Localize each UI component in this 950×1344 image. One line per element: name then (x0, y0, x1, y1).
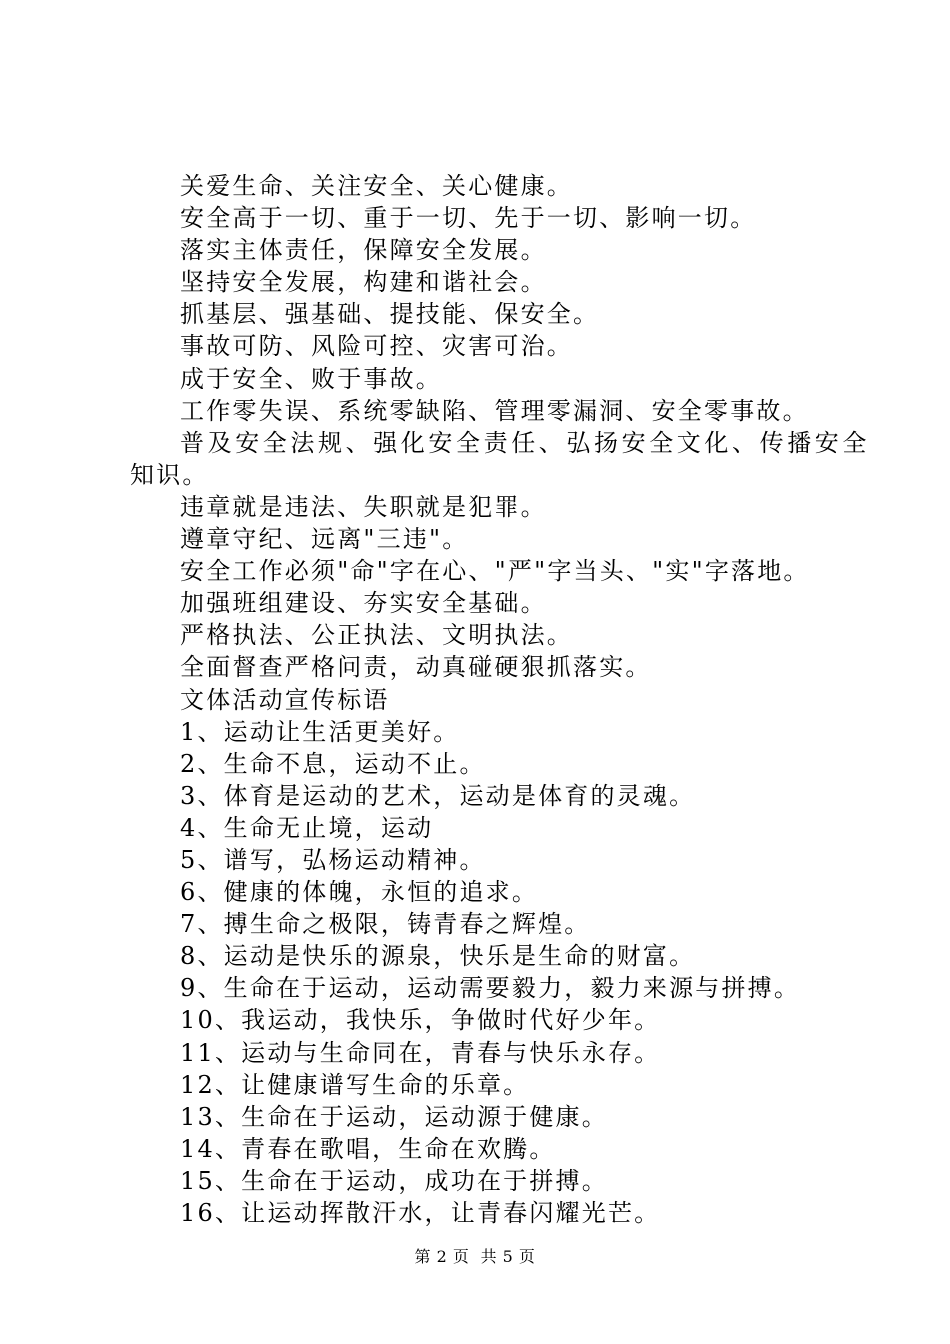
list-item: 6、健康的体魄，永恒的追求。 (180, 878, 539, 907)
text-line: 严格执法、公正执法、文明执法。 (180, 621, 573, 650)
list-item: 15、生命在于运动，成功在于拼搏。 (180, 1166, 608, 1195)
text-line: 事故可防、风险可控、灾害可治。 (180, 332, 573, 361)
list-item: 9、生命在于运动，运动需要毅力，毅力来源与拼搏。 (180, 974, 801, 1003)
list-item: 14、青春在歌唱，生命在欢腾。 (180, 1134, 556, 1163)
text-line: 坚持安全发展，构建和谐社会。 (180, 268, 547, 297)
list-item: 4、生命无止境，运动 (180, 813, 434, 842)
list-item: 16、让运动挥散汗水，让青春闪耀光芒。 (180, 1199, 661, 1227)
text-line-continuation: 知识。 (130, 460, 209, 489)
text-line: 工作零失误、系统零缺陷、管理零漏洞、安全零事故。 (180, 396, 809, 425)
list-item: 2、生命不息，运动不止。 (180, 749, 486, 778)
list-item: 8、运动是快乐的源泉，快乐是生命的财富。 (180, 942, 696, 971)
list-item: 13、生命在于运动，运动源于健康。 (180, 1102, 608, 1131)
text-line: 安全高于一切、重于一切、先于一切、影响一切。 (180, 204, 757, 233)
text-line: 成于安全、败于事故。 (180, 364, 442, 393)
text-line: 关爱生命、关注安全、关心健康。 (180, 172, 573, 200)
text-line: 全面督查严格问责，动真碰硬狠抓落实。 (180, 653, 652, 682)
section-heading: 文体活动宣传标语 (180, 685, 390, 714)
text-line: 抓基层、强基础、提技能、保安全。 (180, 300, 600, 329)
text-line: 遵章守纪、远离"三违"。 (180, 525, 469, 554)
list-item: 3、体育是运动的艺术，运动是体育的灵魂。 (180, 781, 696, 810)
text-line: 违章就是违法、失职就是犯罪。 (180, 492, 547, 521)
text-line: 普及安全法规、强化安全责任、弘扬安全文化、传播安全 (180, 428, 870, 457)
list-item: 5、谱写，弘杨运动精神。 (180, 845, 486, 874)
list-item: 7、搏生命之极限，铸青春之辉煌。 (180, 910, 591, 939)
list-item: 12、让健康谱写生命的乐章。 (180, 1070, 530, 1099)
list-item: 11、运动与生命同在，青春与快乐永存。 (180, 1038, 661, 1067)
text-line: 落实主体责任，保障安全发展。 (180, 236, 547, 265)
text-line: 安全工作必须"命"字在心、"严"字当头、"实"字落地。 (180, 557, 810, 586)
list-item: 10、我运动，我快乐，争做时代好少年。 (180, 1006, 661, 1035)
page-number-footer: 第 2 页 共 5 页 (414, 1247, 536, 1266)
list-item: 1、运动让生活更美好。 (180, 717, 460, 746)
document-body (130, 170, 870, 1229)
text-line: 加强班组建设、夯实安全基础。 (180, 589, 547, 618)
